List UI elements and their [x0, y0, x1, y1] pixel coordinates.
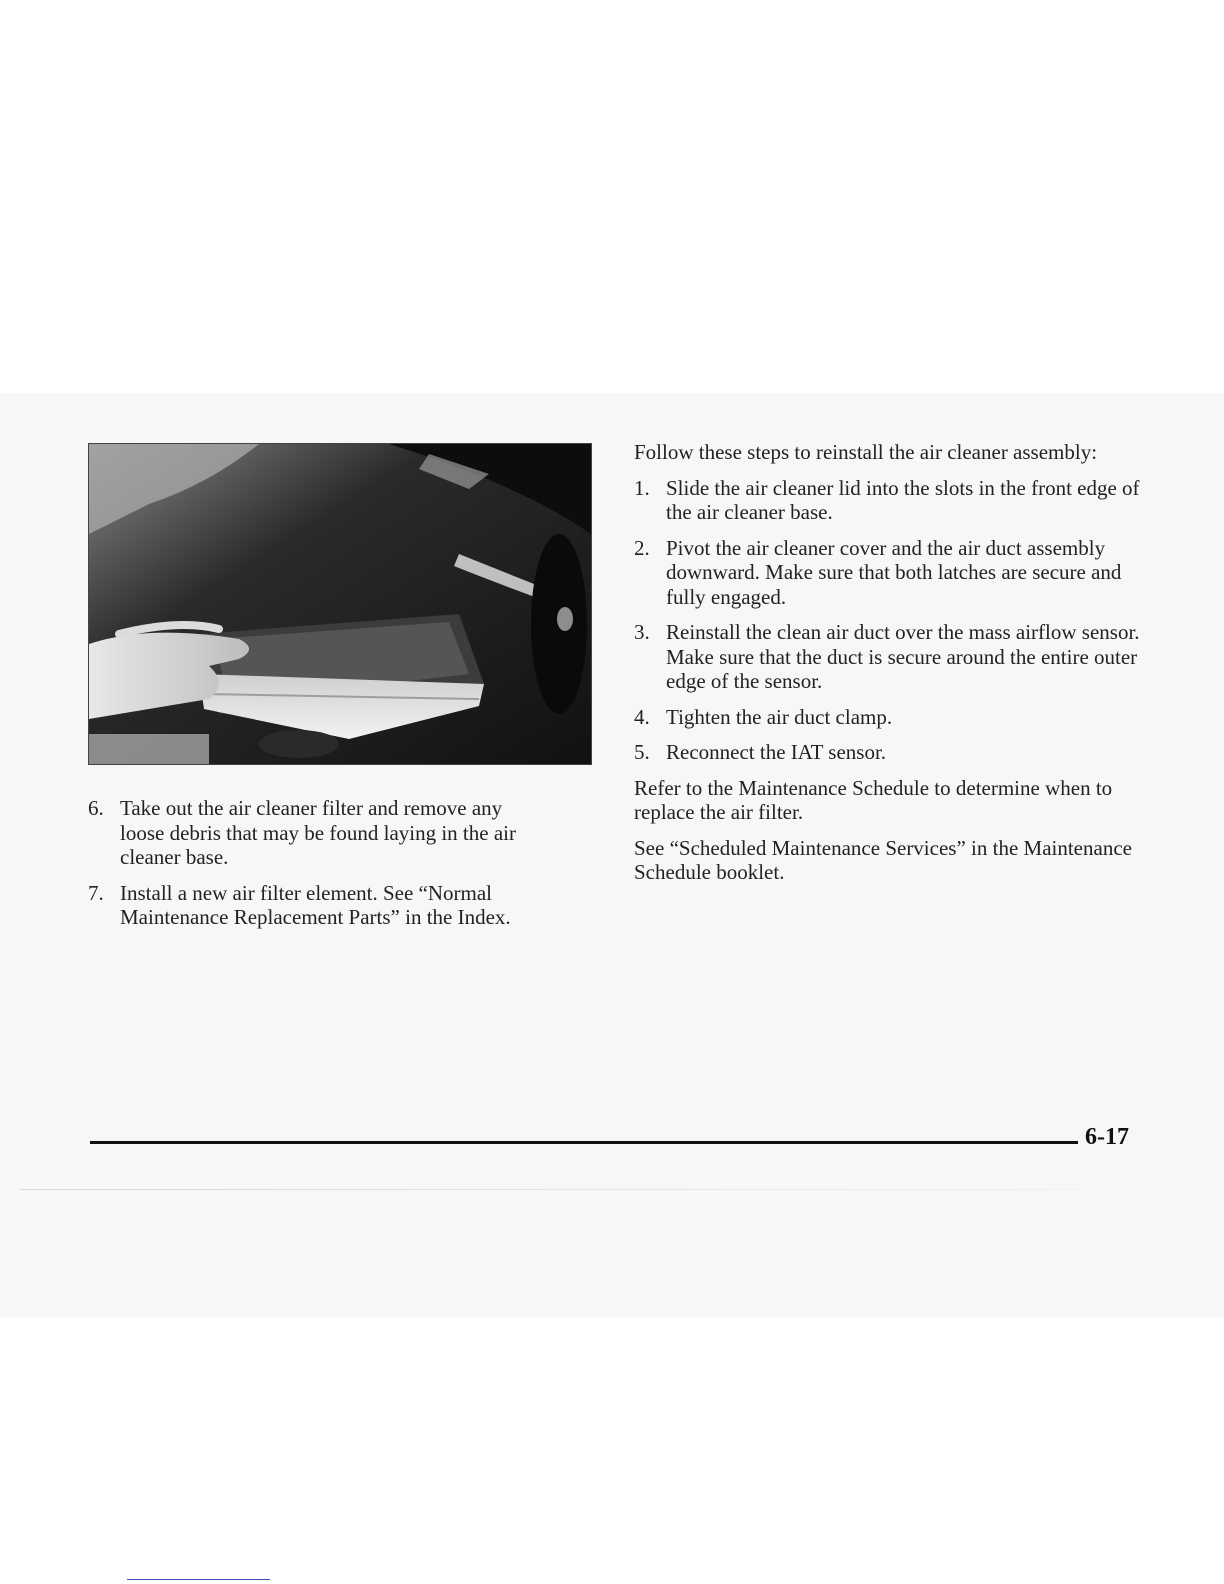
- footer-rule: [90, 1141, 1078, 1144]
- step-text: Tighten the air duct clamp.: [666, 704, 893, 729]
- schedule-paragraph: Refer to the Maintenance Schedule to determine when to replace the air filter.: [634, 775, 1113, 824]
- list-item: [88, 796, 548, 870]
- scan-divider: [20, 1189, 1080, 1190]
- left-column: [88, 796, 548, 941]
- list-item: [634, 740, 1144, 765]
- step-number: 3.: [634, 620, 650, 644]
- step-number: 7.: [88, 880, 104, 905]
- step-text: Take out the air cleaner filter and remove any loose debris that may be found laying in the air cleaner base.: [120, 796, 516, 869]
- services-paragraph: See “Scheduled Maintenance Services” in the Maintenance Schedule booklet.: [634, 835, 1132, 884]
- right-column: [634, 440, 1144, 896]
- step-number: 4.: [634, 704, 650, 729]
- list-item: [634, 476, 1144, 525]
- step-number: 6.: [88, 796, 104, 820]
- list-item: [634, 620, 1144, 694]
- step-text: Slide the air cleaner lid into the slots in the front edge of the air cleaner base.: [666, 475, 1140, 524]
- step-text: Reinstall the clean air duct over the mass airflow sensor. Make sure that the duct is secure around the entire outer edge of the sensor.: [666, 620, 1140, 693]
- intro-paragraph: Follow these steps to reinstall the air cleaner assembly:: [634, 440, 1098, 464]
- step-number: 5.: [634, 740, 650, 764]
- page-number: 6-17: [1085, 1124, 1129, 1150]
- air-filter-photo: [88, 443, 592, 765]
- step-number: 2.: [634, 535, 650, 560]
- step-number: 1.: [634, 475, 650, 500]
- removal-steps-list: [88, 796, 548, 930]
- bottom-underline: [127, 1579, 270, 1580]
- reinstall-steps-list: [634, 476, 1144, 765]
- step-text: Reconnect the IAT sensor.: [666, 740, 887, 764]
- list-item: [634, 536, 1144, 610]
- step-text: Pivot the air cleaner cover and the air duct assembly downward. Make sure that both latches are secure and fully engaged.: [666, 535, 1122, 609]
- list-item: [88, 881, 548, 930]
- step-text: Install a new air filter element. See “Normal Maintenance Replacement Parts” in the Index.: [120, 880, 511, 929]
- list-item: [634, 705, 1144, 730]
